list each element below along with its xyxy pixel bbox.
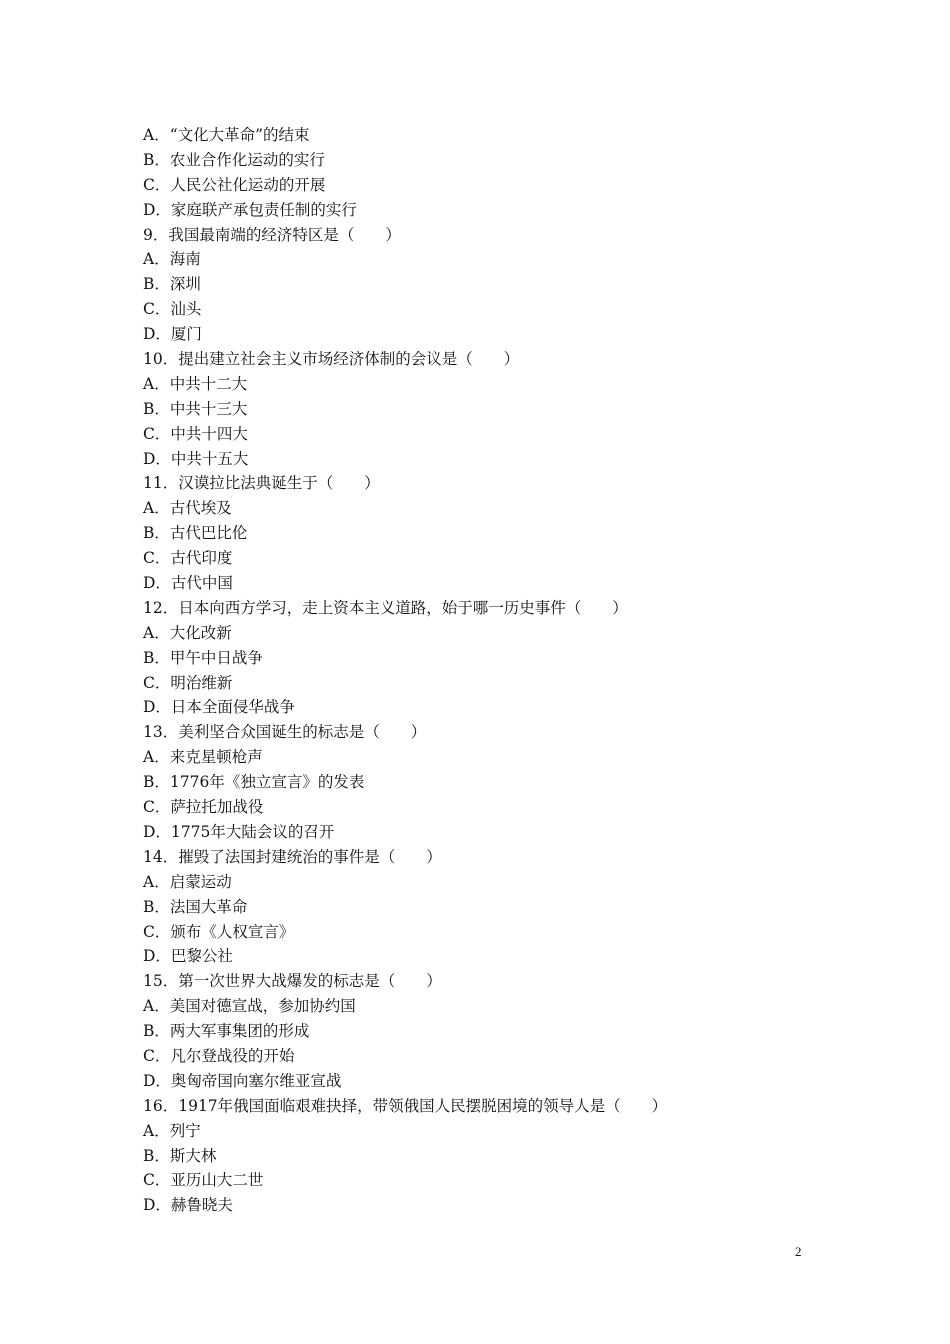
question-14: 14．摧毁了法国封建统治的事件是（ ） xyxy=(143,847,442,866)
option-15d: D．奥匈帝国向塞尔维亚宣战 xyxy=(143,1071,342,1090)
option-13a: A．来克星顿枪声 xyxy=(143,748,263,767)
question-10: 10．提出建立社会主义市场经济体制的会议是（ ） xyxy=(143,350,520,369)
option-8a: A．“文化大革命”的结束 xyxy=(143,126,310,144)
question-9: 9．我国最南端的经济特区是（ ） xyxy=(143,225,401,244)
option-12d: D．日本全面侵华战争 xyxy=(143,698,295,717)
option-10d: D．中共十五大 xyxy=(143,449,249,468)
option-13d: D．1775年大陆会议的召开 xyxy=(143,822,335,841)
option-16d: D．赫鲁晓夫 xyxy=(143,1196,233,1215)
option-14b: B．法国大革命 xyxy=(143,897,248,916)
option-12a: A．大化改新 xyxy=(143,623,232,642)
option-10b: B．中共十三大 xyxy=(143,399,248,418)
question-16: 16．1917年俄国面临艰难抉择，带领俄国人民摆脱困境的领导人是（ ） xyxy=(143,1096,668,1115)
option-11c: C．古代印度 xyxy=(143,549,233,568)
option-15a: A．美国对德宣战，参加协约国 xyxy=(143,997,356,1016)
option-10a: A．中共十二大 xyxy=(143,374,248,393)
option-11b: B．古代巴比伦 xyxy=(143,524,248,543)
option-15c: C．凡尔登战役的开始 xyxy=(143,1046,295,1065)
option-14d: D．巴黎公社 xyxy=(143,947,233,966)
question-15: 15．第一次世界大战爆发的标志是（ ） xyxy=(143,972,442,991)
option-12c: C．明治维新 xyxy=(143,673,233,692)
question-list xyxy=(143,123,843,1218)
option-12b: B．甲午中日战争 xyxy=(143,648,263,667)
option-8d: D．家庭联产承包责任制的实行 xyxy=(143,200,357,219)
option-10c: C．中共十四大 xyxy=(143,424,248,443)
page-number: 2 xyxy=(795,1244,802,1259)
question-11: 11．汉谟拉比法典诞生于（ ） xyxy=(143,474,380,493)
option-9d: D．厦门 xyxy=(143,325,202,344)
option-16a: A．列宁 xyxy=(143,1121,201,1140)
question-13: 13．美利坚合众国诞生的标志是（ ） xyxy=(143,723,427,742)
option-13b: B．1776年《独立宣言》的发表 xyxy=(143,773,365,792)
option-9c: C．汕头 xyxy=(143,300,202,319)
option-13c: C．萨拉托加战役 xyxy=(143,798,264,817)
option-14c: C．颁布《人权宣言》 xyxy=(143,922,295,941)
option-8c: C．人民公社化运动的开展 xyxy=(143,175,326,194)
option-11a: A．古代埃及 xyxy=(143,499,232,518)
question-12: 12．日本向西方学习，走上资本主义道路，始于哪一历史事件（ ） xyxy=(143,598,628,617)
option-15b: B．两大军事集团的形成 xyxy=(143,1022,310,1041)
option-16b: B．斯大林 xyxy=(143,1146,217,1165)
option-16c: C．亚历山大二世 xyxy=(143,1171,264,1190)
option-11d: D．古代中国 xyxy=(143,574,233,593)
option-9b: B．深圳 xyxy=(143,275,201,294)
option-8b: B．农业合作化运动的实行 xyxy=(143,150,325,169)
option-14a: A．启蒙运动 xyxy=(143,872,232,891)
option-9a: A．海南 xyxy=(143,250,201,269)
